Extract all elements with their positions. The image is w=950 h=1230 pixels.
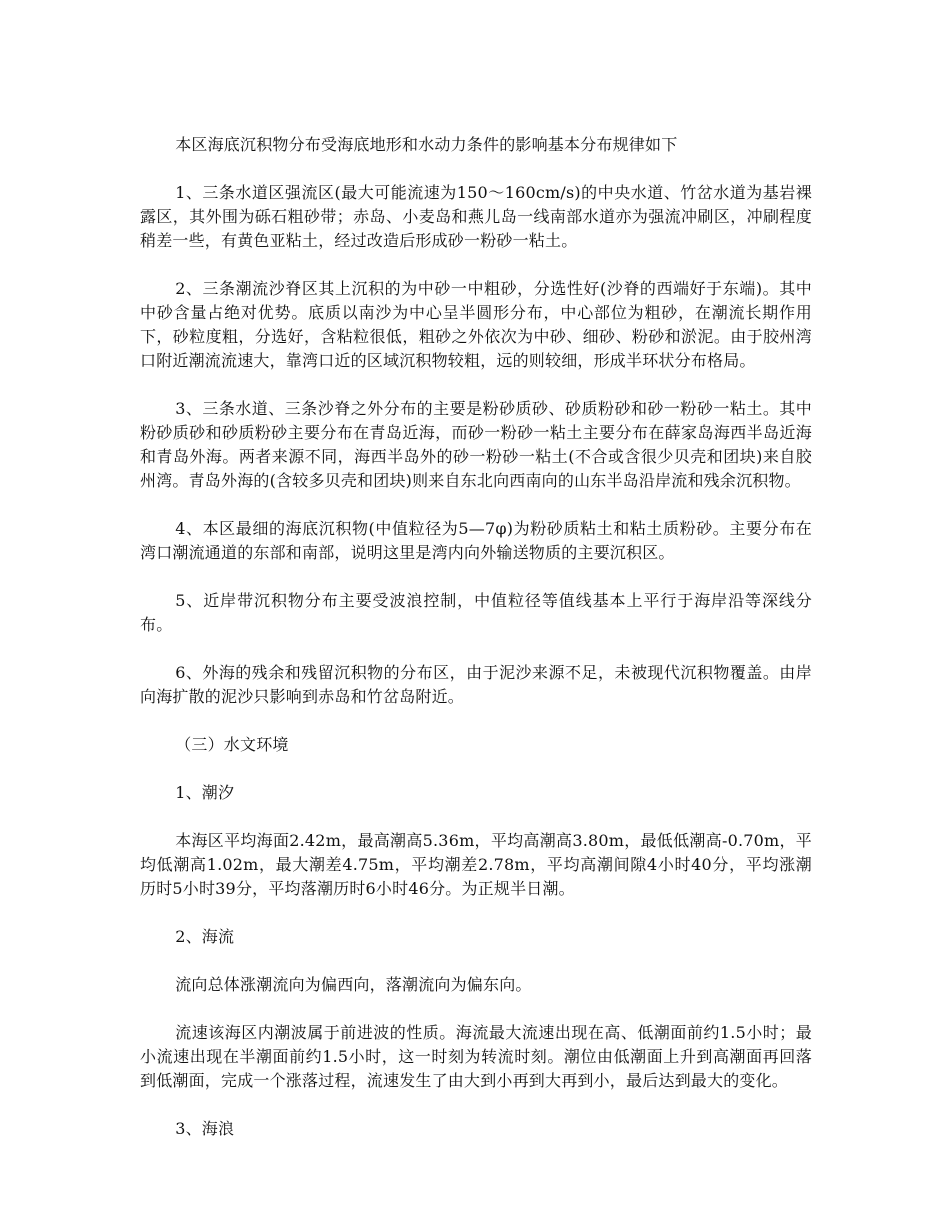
tide-paragraph: 本海区平均海面2.42m，最高潮高5.36m，平均高潮高3.80m，最低低潮高-0.70m，平均低潮高1.02m，最大潮差4.75m，平均潮差2.78m，平均高潮间隙4小时40分，平均涨潮历时5小时39分，平均落潮历时6小时46分。为正规半日潮。	[140, 831, 812, 898]
current-direction-paragraph: 流向总体涨潮流向为偏西向，落潮流向为偏东向。	[175, 975, 532, 994]
subheading-current: 2、海流	[175, 927, 235, 946]
sediment-point-4: 4、本区最细的海底沉积物(中值粒径为5—7φ)为粉砂质粘土和粘土质粉砂。主要分布在湾口潮流通道的东部和南部，说明这里是湾内向外输送物质的主要沉积区。	[140, 519, 812, 562]
sediment-point-2: 2、三条潮流沙脊区其上沉积的为中砂一中粗砂，分选性好(沙脊的西端好于东端)。其中中砂含量占绝对优势。底质以南沙为中心呈半圆形分布，中心部位为粗砂，在潮流长期作用下，砂粒度粗，分选好，含粘粒很低，粗砂之外依次为中砂、细砂、粉砂和淤泥。由于胶州湾口附近潮流流速大，靠湾口近的区域沉积物较粗，远的则较细，形成半环状分布格局。	[140, 279, 812, 370]
sediment-point-3: 3、三条水道、三条沙脊之外分布的主要是粉砂质砂、砂质粉砂和砂一粉砂一粘土。其中粉砂质砂和砂质粉砂主要分布在青岛近海，而砂一粉砂一粘土主要分布在薛家岛海西半岛近海和青岛外海。两者来源不同，海西半岛外的砂一粉砂一粘土(不合或含很少贝壳和团块)来自胶州湾。青岛外海的(含较多贝壳和团块)则来自东北向西南向的山东半岛沿岸流和残余沉积物。	[140, 399, 812, 490]
subheading-waves: 3、海浪	[175, 1119, 235, 1138]
document-body	[140, 133, 812, 1165]
subheading-tide: 1、潮汐	[175, 783, 235, 802]
sediment-point-5: 5、近岸带沉积物分布主要受波浪控制，中值粒径等值线基本上平行于海岸沿等深线分布。	[140, 591, 812, 634]
sediment-point-1: 1、三条水道区强流区(最大可能流速为150～160cm/s)的中央水道、竹岔水道为基岩裸露区，其外围为砾石粗砂带；赤岛、小麦岛和燕儿岛一线南部水道亦为强流冲刷区，冲刷程度稍差一些，有黄色亚粘土，经过改造后形成砂一粉砂一粘土。	[140, 183, 812, 250]
current-speed-paragraph: 流速该海区内潮波属于前进波的性质。海流最大流速出现在高、低潮面前约1.5小时；最小流速出现在半潮面前约1.5小时，这一时刻为转流时刻。潮位由低潮面上升到高潮面再回落到低潮面，完成一个涨落过程，流速发生了由大到小再到大再到小，最后达到最大的变化。	[140, 1023, 812, 1090]
sediment-point-6: 6、外海的残余和残留沉积物的分布区，由于泥沙来源不足，未被现代沉积物覆盖。由岸向海扩散的泥沙只影响到赤岛和竹岔岛附近。	[140, 663, 812, 706]
intro-paragraph: 本区海底沉积物分布受海底地形和水动力条件的影响基本分布规律如下	[175, 135, 678, 154]
section-heading-hydrology: （三）水文环境	[175, 735, 289, 754]
